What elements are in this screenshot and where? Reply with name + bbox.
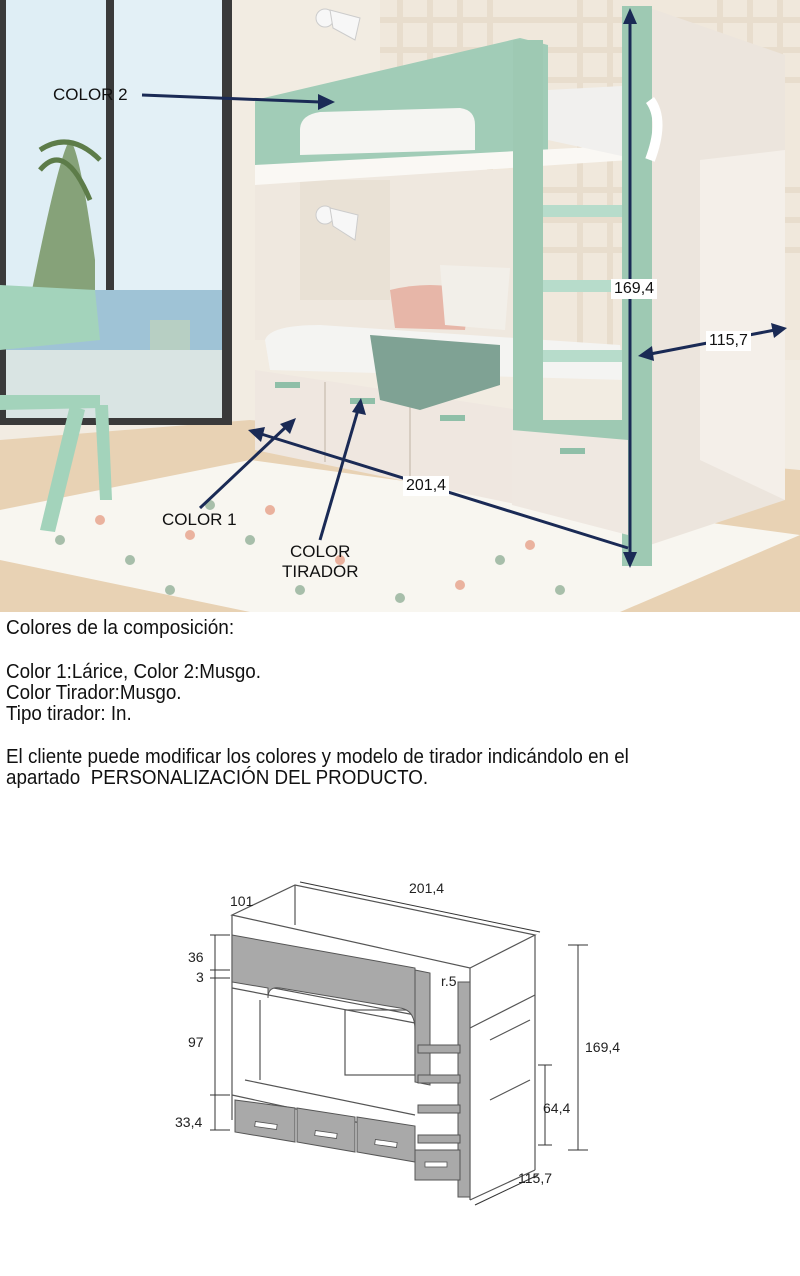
window bbox=[0, 0, 232, 425]
color-tirador-label-line1: COLOR bbox=[290, 542, 351, 561]
middle-dim: 97 bbox=[188, 1034, 204, 1050]
depth-dimension: 115,7 bbox=[706, 331, 751, 351]
top-depth-dim: 101 bbox=[230, 893, 254, 909]
customization-note: El cliente puede modificar los colores y modelo de tirador indicándolo en el bbox=[6, 746, 629, 768]
base-dim: 33,4 bbox=[175, 1114, 203, 1130]
color2-label: COLOR 2 bbox=[53, 85, 128, 104]
upper-mattress bbox=[300, 108, 475, 155]
product-photo bbox=[0, 0, 800, 612]
width-dimension: 201,4 bbox=[403, 476, 449, 496]
height-dimension: 169,4 bbox=[611, 279, 657, 299]
color-tirador-label-line2: TIRADOR bbox=[282, 562, 359, 581]
personalization-link: PERSONALIZACIÓN DEL PRODUCTO bbox=[90, 767, 423, 789]
customization-note-line2: apartado PERSONALIZACIÓN DEL PRODUCTO. bbox=[6, 767, 429, 789]
composition-description bbox=[6, 616, 786, 789]
color1-label: COLOR 1 bbox=[162, 510, 237, 529]
technical-drawing bbox=[160, 870, 660, 1210]
color-line-2: Color Tirador:Musgo. bbox=[6, 682, 182, 704]
cushion-dotted bbox=[440, 265, 510, 330]
radius-dim: r.5 bbox=[441, 973, 457, 989]
tirador-type-line: Tipo tirador: In. bbox=[6, 703, 132, 725]
note-apartado: apartado bbox=[6, 767, 81, 789]
rail-gap-dim: 3 bbox=[196, 969, 204, 985]
top-width-dim: 201,4 bbox=[409, 880, 445, 896]
bottom-depth-dim: 115,7 bbox=[518, 1170, 552, 1186]
composition-heading: Colores de la composición: bbox=[6, 617, 235, 639]
total-height-dim: 169,4 bbox=[585, 1039, 621, 1055]
side-height-dim: 64,4 bbox=[543, 1100, 571, 1116]
color-line-1: Color 1:Lárice, Color 2:Musgo. bbox=[6, 661, 261, 683]
rail-dim: 36 bbox=[188, 949, 204, 965]
